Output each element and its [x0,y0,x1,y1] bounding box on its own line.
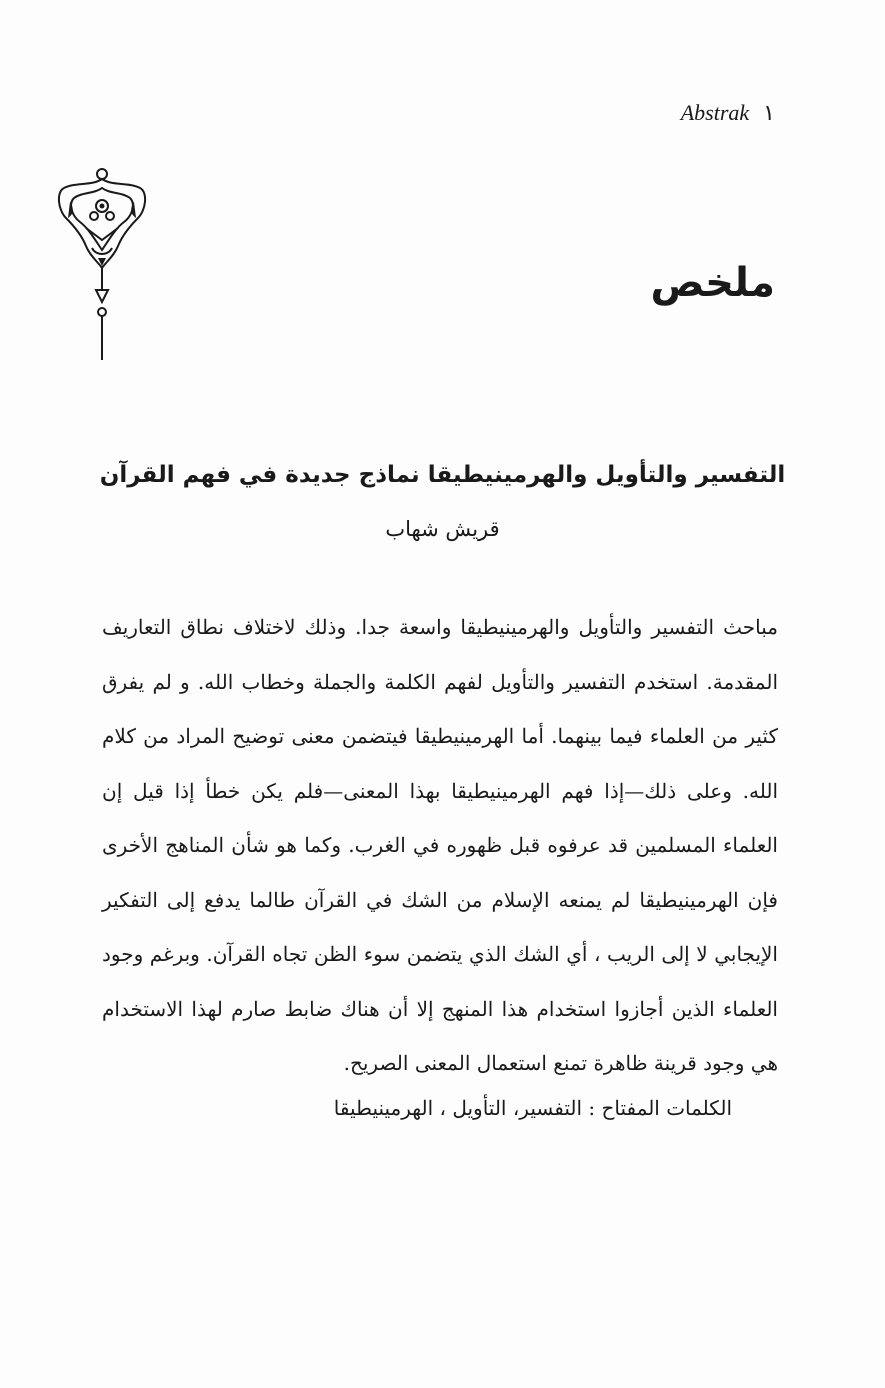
running-head [681,100,775,126]
ornament-icon [52,162,152,362]
page-number: ١ [763,101,775,126]
section-title: ملخص [650,260,775,306]
author-name: قريش شهاب [385,517,500,541]
paper-title: التفسير والتأويل والهرمينيطيقا نماذج جديدة في فهم القرآن [99,462,786,488]
keywords-line: الكلمات المفتاح : التفسير، التأويل ، الهرمينيطيقا [333,1096,732,1120]
running-title: Abstrak [680,100,750,125]
abstract-paragraph: مباحث التفسير والتأويل والهرمينيطيقا واسعة جدا. وذلك لاختلاف نطاق التعاريف المقدمة. استخدم التفسير والتأويل لفهم الكلمة والجملة وخطاب الله. و لم يفرق كثير من العلماء فيما بينهما. أما الهرمينيطيقا فيتضمن معنى توضيح المراد من كلام الله. وعلى ذلك—إذا فهم الهرمينيطيقا بهذا المعنى—فلم يكن خطأ إذا قيل إن العلماء المسلمين قد عرفوه قبل ظهوره في الغرب. وكما هو شأن المناهج الأخرى فإن الهرمينيطيقا لم يمنعه الإسلام من الشك في القرآن طالما يدفع إلى التفكير الإيجابي لا إلى الريب ، أي الشك الذي يتضمن سوء الظن تجاه القرآن. وبرغم وجود العلماء الذين أجازوا استخدام هذا المنهج إلا أن هناك ضابط صارم لهذا الاستخدام هي وجود قرينة ظاهرة تمنع استعمال المعنى الصريح. [102,615,778,1075]
